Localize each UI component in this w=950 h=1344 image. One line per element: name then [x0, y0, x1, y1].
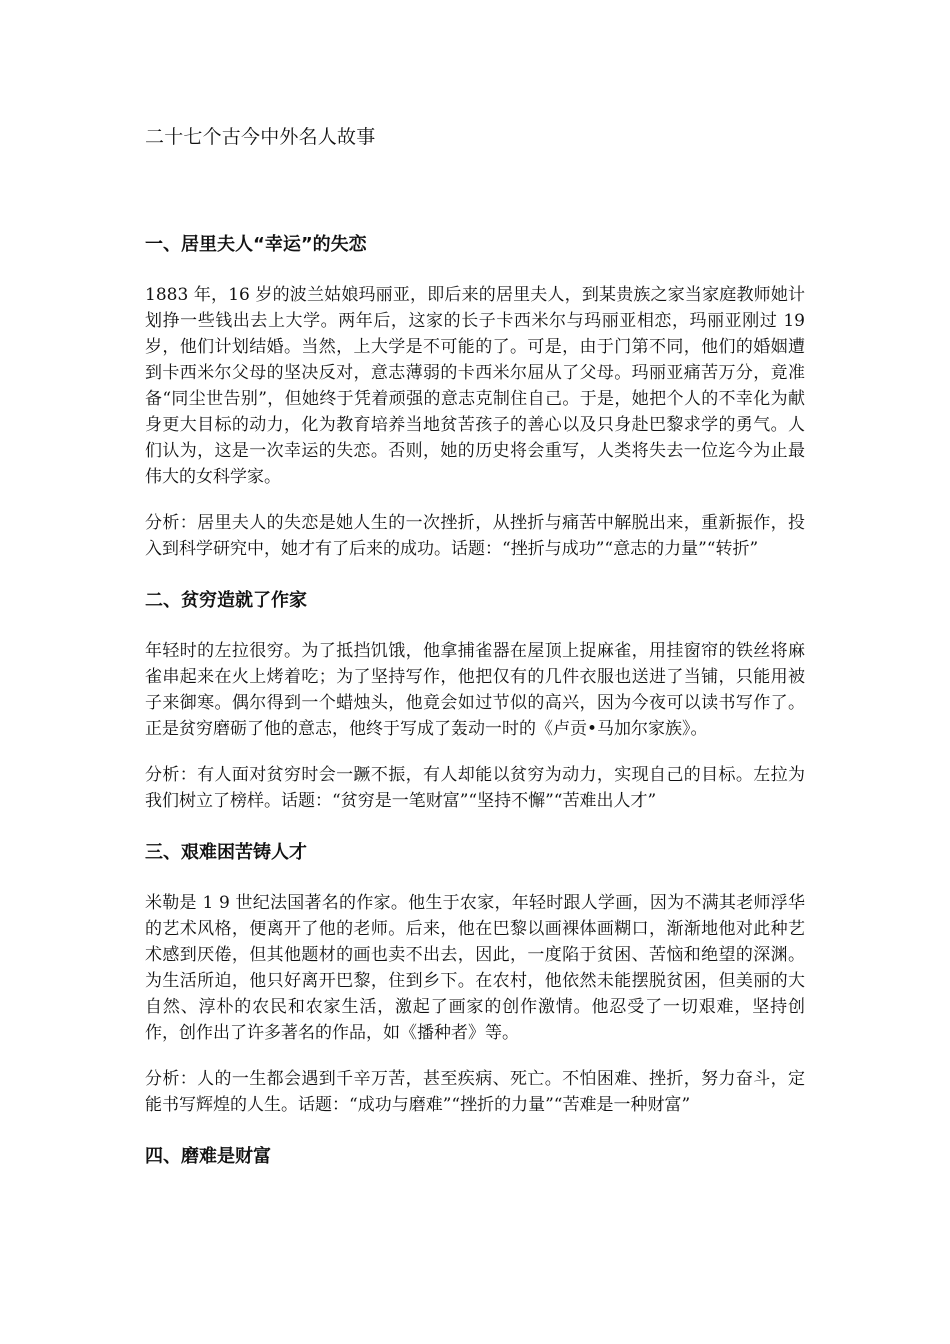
- document-content: [145, 122, 805, 1194]
- section-body-2: 年轻时的左拉很穷。为了抵挡饥饿，他拿捕雀器在屋顶上捉麻雀，用挂窗帘的铁丝将麻雀串起来在火上烤着吃；为了坚持写作，他把仅有的几件衣服也送进了当铺，只能用被子来御寒。偶尔得到一个蜡烛头，他竟会如过节似的高兴，因为今夜可以读书写作了。正是贫穷磨砺了他的意志，他终于写成了轰动一时的《卢贡•马加尔家族》。: [145, 641, 805, 739]
- section-heading-2: 二、贫穷造就了作家: [145, 590, 307, 611]
- section-analysis-1: 分析：居里夫人的失恋是她人生的一次挫折，从挫折与痛苦中解脱出来，重新振作，投入到科学研究中，她才有了后来的成功。话题：“挫折与成功”“意志的力量”“转折”: [145, 513, 805, 559]
- section-heading-4: 四、磨难是财富: [145, 1146, 271, 1167]
- section-body-1: 1883 年，16 岁的波兰姑娘玛丽亚，即后来的居里夫人，到某贵族之家当家庭教师她计划挣一些钱出去上大学。两年后，这家的长子卡西米尔与玛丽亚相恋，玛丽亚刚过 19 岁，他们计划结婚。当然，上大学是不可能的了。可是，由于门第不同，他们的婚姻遭到卡西米尔父母的坚决反对，意志薄弱的卡西米尔屈从了父母。玛丽亚痛苦万分，竟准备“同尘世告别”，但她终于凭着顽强的意志克制住自己。于是，她把个人的不幸化为献身更大目标的动力，化为教育培养当地贫苦孩子的善心以及只身赴巴黎求学的勇气。人们认为，这是一次幸运的失恋。否则，她的历史将会重写，人类将失去一位迄今为止最伟大的女科学家。: [145, 285, 805, 487]
- section-analysis-3: 分析：人的一生都会遇到千辛万苦，甚至疾病、死亡。不怕困难、挫折，努力奋斗，定能书写辉煌的人生。话题：“成功与磨难”“挫折的力量”“苦难是一种财富”: [145, 1069, 805, 1115]
- section-heading-3: 三、艰难困苦铸人才: [145, 842, 307, 863]
- section-heading-1: 一、居里夫人“幸运”的失恋: [145, 234, 367, 255]
- section-analysis-2: 分析：有人面对贫穷时会一蹶不振，有人却能以贫穷为动力，实现自己的目标。左拉为我们树立了榜样。话题：“贫穷是一笔财富”“坚持不懈”“苦难出人才”: [145, 765, 805, 811]
- section-body-3: 米勒是 1 9 世纪法国著名的作家。他生于农家，年轻时跟人学画，因为不满其老师浮华的艺术风格，便离开了他的老师。后来，他在巴黎以画裸体画糊口，渐渐地他对此种艺术感到厌倦，但其他题材的画也卖不出去，因此，一度陷于贫困、苦恼和绝望的深渊。为生活所迫，他只好离开巴黎，住到乡下。在农村，他依然未能摆脱贫困，但美丽的大自然、淳朴的农民和农家生活，激起了画家的创作激情。他忍受了一切艰难，坚持创作，创作出了许多著名的作品，如《播种者》等。: [145, 893, 805, 1043]
- document-title: 二十七个古今中外名人故事: [145, 126, 376, 148]
